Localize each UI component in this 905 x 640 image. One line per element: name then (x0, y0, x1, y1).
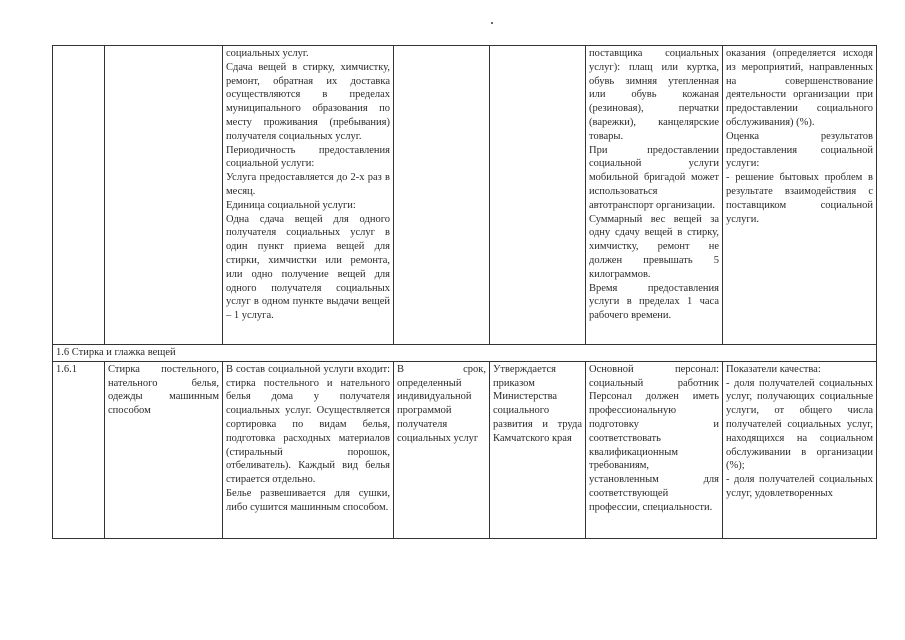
cell-number: 1.6.1 (53, 361, 105, 538)
paragraph: Суммарный вес вещей за одну сдачу вещей в стирку, химчистку, ремонт не должен превышать 5 килограммов. (589, 213, 719, 280)
cell-tariff (490, 46, 586, 345)
paragraph: поставщика социальных услуг): плащ или куртка, обувь зимняя утепленная или обувь кожаная (резиновая), перчатки (варежки), канцелярские товары. (589, 48, 719, 142)
paragraph: социальных услуг. (226, 48, 309, 59)
section-title: 1.6 Стирка и глажка вещей (53, 345, 877, 362)
cell-term (394, 46, 490, 345)
cell-tariff (490, 361, 586, 538)
cell-description (223, 46, 394, 345)
table-row-1-6-1 (53, 361, 877, 538)
paragraph: Единица социальной услуги: (226, 199, 356, 211)
paragraph: Одна сдача вещей для одного получателя социальных услуг в один пункт приема вещей для стирки, химчистки или ремонта, или одно получение вещей для одного получателя социальных услуг в одном пункте выдачи вещей – 1 услуга. (226, 213, 390, 322)
services-table (52, 45, 877, 539)
paragraph: Показатели качества: (726, 363, 821, 375)
cell-number (53, 46, 105, 345)
table-row-continuation (53, 46, 877, 345)
scan-speck (491, 22, 493, 24)
cell-service-name (105, 46, 223, 345)
paragraph: оказания (определяется исходя из мероприятий, направленных на совершенствование деятельности организации при предоставлении социального обслуживания) (%). (726, 48, 873, 128)
cell-indicators (723, 361, 877, 538)
paragraph: Услуга предоставляется до 2-х раз в месяц. (226, 172, 390, 197)
paragraph: Периодичность предоставления социальной услуги: (226, 144, 390, 170)
paragraph: Сдача вещей в стирку, химчистку, ремонт, обратная их доставка осуществляются в пределах муниципального образования по месту проживания (пребывания) получателя социальных услуг. (226, 61, 390, 142)
cell-indicators (723, 46, 877, 345)
paragraph: При предоставлении социальной услуги мобильной бригадой может использоваться автотранспорт организации. (589, 144, 719, 211)
term-text: В срок, определенный индивидуальной программой получателя социальных услуг (397, 363, 486, 444)
paragraph: В состав социальной услуги входит: стирка постельного и нательного белья дома у получателя социальных услуг. Осуществляется сортировка по видам белья, подготовка расходных материалов (стиральный порошок, отбеливатель). Каждый вид белья стирается отдельно. (226, 363, 390, 486)
paragraph: - доля получателей социальных услуг, удовлетворенных (726, 474, 873, 499)
cell-description (223, 361, 394, 538)
paragraph: Время предоставления услуги в пределах 1 часа рабочего времени. (589, 282, 719, 322)
service-name: Стирка постельного, нательного белья, одежды машинным способом (108, 363, 219, 417)
cell-conditions (586, 46, 723, 345)
cell-conditions (586, 361, 723, 538)
tariff-text: Утверждается приказом Министерства социального развития и труда Камчатского края (493, 363, 582, 444)
cell-service-name (105, 361, 223, 538)
paragraph: - решение бытовых проблем в результате взаимодействия с поставщиком социальной услуги. (726, 172, 873, 225)
conditions-text: Основной персонал: социальный работник Персонал должен иметь профессиональную подготовку и соответствовать квалификационным требованиям, установленным для соответствующей профессии, специальности. (589, 363, 719, 513)
cell-term (394, 361, 490, 538)
section-row (53, 345, 877, 362)
paragraph: Белье развешивается для сушки, либо сушится машинным способом. (226, 487, 390, 513)
paragraph: Оценка результатов предоставления социальной услуги: (726, 130, 873, 170)
paragraph: - доля получателей социальных услуг, получающих социальные услуги, от общего числа получателей социальных услуг, находящихся на социальном обслуживании в организации (%); (726, 377, 873, 472)
